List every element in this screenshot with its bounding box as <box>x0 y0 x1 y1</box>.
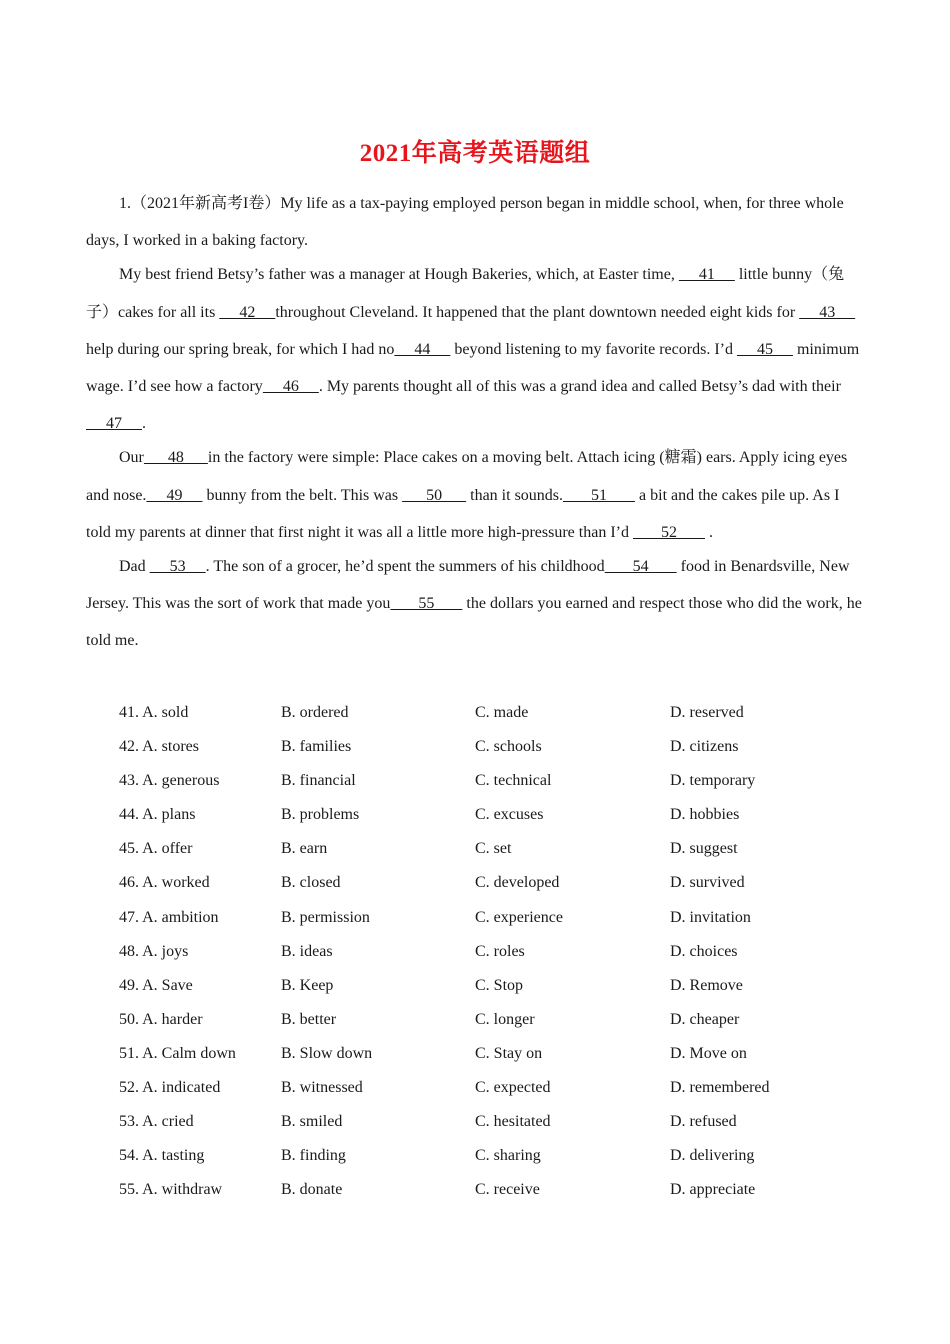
option-a: 48. A. joys <box>119 942 189 960</box>
option-d: D. delivering <box>670 1147 755 1165</box>
passage-text: beyond listening to my favorite records. I’d <box>450 340 737 358</box>
option-b: B. financial <box>281 772 356 790</box>
option-c: C. experience <box>475 908 563 926</box>
option-b: B. Slow down <box>281 1044 373 1062</box>
option-row-43 <box>119 768 899 802</box>
option-c: C. expected <box>475 1079 551 1097</box>
blank-49: 49 <box>146 486 203 504</box>
option-d: D. remembered <box>670 1079 770 1097</box>
passage-text: . <box>704 523 713 541</box>
blank-45: 45 <box>736 340 793 358</box>
option-b: B. closed <box>281 874 341 892</box>
option-row-55 <box>119 1177 899 1211</box>
passage-paragraph-2 <box>86 256 864 442</box>
option-c: C. set <box>475 840 512 858</box>
option-a: 42. A. stores <box>119 738 199 756</box>
option-row-42 <box>119 734 899 768</box>
option-a: 47. A. ambition <box>119 908 219 926</box>
passage-text: the dollars you earned and respect those who did the work, he told me. <box>86 595 862 650</box>
option-a: 55. A. withdraw <box>119 1181 223 1199</box>
option-b: B. donate <box>281 1181 343 1199</box>
blank-42: 42 <box>219 303 276 321</box>
passage-text: throughout Cleveland. It happened that the plant downtown needed eight kids for <box>275 303 800 321</box>
option-c: C. longer <box>475 1010 535 1028</box>
blank-41: 41 <box>678 266 735 284</box>
blank-44: 44 <box>394 340 451 358</box>
option-row-46 <box>119 870 899 904</box>
option-b: B. ideas <box>281 942 333 960</box>
option-b: B. earn <box>281 840 328 858</box>
passage-text: . <box>142 415 146 433</box>
option-b: B. families <box>281 738 352 756</box>
passage-text: a bit and the cakes pile up. As I told my parents at dinner that first night it was all a little more high-pressure than I’d <box>86 486 840 541</box>
option-b: B. witnessed <box>281 1079 363 1097</box>
blank-53: 53 <box>149 558 206 576</box>
option-c: C. excuses <box>475 806 544 824</box>
option-a: 44. A. plans <box>119 806 196 824</box>
option-row-53 <box>119 1109 899 1143</box>
option-row-52 <box>119 1075 899 1109</box>
option-c: C. receive <box>475 1181 540 1199</box>
option-d: D. suggest <box>670 840 738 858</box>
passage-text: little bunny（兔子）cakes for all its <box>86 266 845 321</box>
blank-50: 50 <box>402 486 467 504</box>
option-d: D. appreciate <box>670 1181 756 1199</box>
option-row-47 <box>119 905 899 939</box>
passage-text: help during our spring break, for which I had no <box>86 340 395 358</box>
passage-text: in the factory were simple: Place cakes on a moving belt. Attach icing (糖霜) ears. Apply icing eyes and nose. <box>86 449 848 504</box>
blank-51: 51 <box>563 486 636 504</box>
option-row-45 <box>119 836 899 870</box>
option-row-48 <box>119 939 899 973</box>
option-a: 50. A. harder <box>119 1010 203 1028</box>
option-row-44 <box>119 802 899 836</box>
blank-48: 48 <box>143 449 208 467</box>
passage-paragraph-4 <box>86 548 864 660</box>
option-d: D. citizens <box>670 738 739 756</box>
option-c: C. schools <box>475 738 542 756</box>
option-a: 46. A. worked <box>119 874 210 892</box>
option-c: C. made <box>475 704 529 721</box>
option-d: D. choices <box>670 942 738 960</box>
option-c: C. Stop <box>475 976 524 994</box>
option-row-49 <box>119 973 899 1007</box>
option-d: D. temporary <box>670 772 756 790</box>
option-a: 43. A. generous <box>119 772 220 790</box>
option-d: D. refused <box>670 1113 737 1131</box>
passage-text: Our <box>119 449 144 467</box>
passage <box>86 185 864 660</box>
option-d: D. Remove <box>670 976 743 994</box>
option-b: B. problems <box>281 806 360 824</box>
option-a: 49. A. Save <box>119 976 193 994</box>
passage-text: Dad <box>119 558 150 576</box>
passage-paragraph-3 <box>86 439 864 551</box>
option-row-50 <box>119 1007 899 1041</box>
blank-55: 55 <box>390 595 463 613</box>
option-b: B. Keep <box>281 976 334 994</box>
option-b: B. smiled <box>281 1113 343 1131</box>
page-title: 2021年高考英语题组 <box>359 140 591 167</box>
passage-text: bunny from the belt. This was <box>202 486 403 504</box>
option-c: C. developed <box>475 874 560 892</box>
passage-text: 1.（2021年新高考I卷）My life as a tax-paying employed person began in middle school, when, for three whole days, I worked in a baking factory. <box>86 195 844 250</box>
option-b: B. finding <box>281 1147 346 1165</box>
option-a: 54. A. tasting <box>119 1147 205 1165</box>
blank-46: 46 <box>262 378 319 396</box>
options-list <box>119 700 899 1211</box>
option-b: B. permission <box>281 908 370 926</box>
option-d: D. invitation <box>670 908 751 926</box>
option-c: C. roles <box>475 942 525 960</box>
option-d: D. hobbies <box>670 806 740 824</box>
option-a: 41. A. sold <box>119 704 189 721</box>
option-row-51 <box>119 1041 899 1075</box>
option-d: D. Move on <box>670 1044 747 1062</box>
option-row-41 <box>119 700 899 734</box>
passage-paragraph-1 <box>86 185 864 259</box>
option-c: C. technical <box>475 772 552 790</box>
blank-43: 43 <box>799 303 856 321</box>
blank-54: 54 <box>604 558 677 576</box>
option-row-54 <box>119 1143 899 1177</box>
blank-52: 52 <box>632 523 705 541</box>
passage-text: . The son of a grocer, he’d spent the summers of his childhood <box>205 558 605 576</box>
passage-text: . My parents thought all of this was a grand idea and called Betsy’s dad with their <box>318 378 841 396</box>
option-a: 53. A. cried <box>119 1113 194 1131</box>
option-b: B. ordered <box>281 704 349 721</box>
passage-text: My best friend Betsy’s father was a manager at Hough Bakeries, which, at Easter time, <box>119 266 679 284</box>
blank-47: 47 <box>86 415 142 433</box>
option-d: D. cheaper <box>670 1010 740 1028</box>
option-d: D. survived <box>670 874 745 892</box>
option-b: B. better <box>281 1010 337 1028</box>
option-a: 45. A. offer <box>119 840 193 858</box>
passage-text: food in Benardsville, New Jersey. This was the sort of work that made you <box>86 558 850 613</box>
passage-text: minimum wage. I’d see how a factory <box>86 340 860 396</box>
option-c: C. Stay on <box>475 1044 543 1062</box>
option-a: 51. A. Calm down <box>119 1044 236 1062</box>
passage-text: than it sounds. <box>466 486 564 504</box>
option-d: D. reserved <box>670 704 744 721</box>
option-c: C. hesitated <box>475 1113 551 1131</box>
option-c: C. sharing <box>475 1147 541 1165</box>
option-a: 52. A. indicated <box>119 1079 221 1097</box>
